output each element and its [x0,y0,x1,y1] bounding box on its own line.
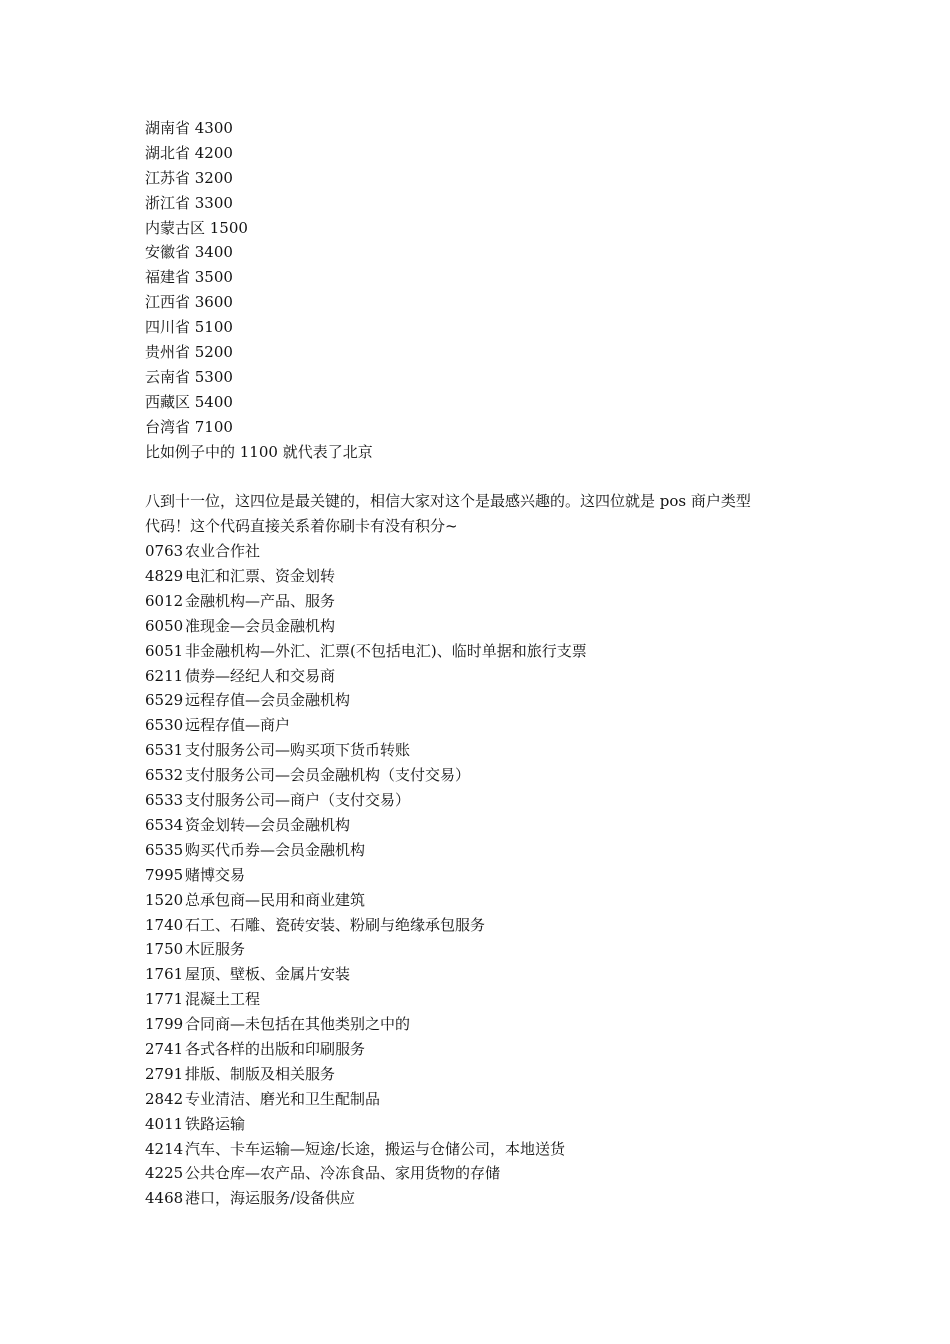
merchant-code: 1520 [145,890,184,909]
merchant-description: 支付服务公司—购买项下货币转账 [185,741,411,760]
merchant-code: 1750 [145,940,184,959]
merchant-code: 6529 [145,691,184,710]
province-line: 四川省 5100 [145,318,233,337]
merchant-code-row [145,713,825,738]
merchant-description: 石工、石雕、瓷砖安装、粉刷与绝缘承包服务 [185,915,486,934]
province-line: 台湾省 7100 [145,417,233,436]
province-line: 福建省 3500 [145,268,233,287]
merchant-description: 港口，海运服务/设备供应 [185,1189,356,1208]
merchant-description: 各式各样的出版和印刷服务 [185,1039,366,1058]
document-page [145,116,825,1211]
merchant-code-row [145,1161,825,1186]
merchant-code: 6531 [145,741,184,760]
intro-paragraph-line-1: 八到十一位，这四位是最关键的，相信大家对这个是最感兴趣的。这四位就是 pos 商户类型 [145,492,751,511]
intro-paragraph-line-2: 代码！这个代码直接关系着你刷卡有没有积分~ [145,517,458,536]
merchant-description: 电汇和汇票、资金划转 [185,567,336,586]
merchant-description: 债券—经纪人和交易商 [185,666,336,685]
merchant-description: 屋顶、壁板、金属片安装 [185,965,351,984]
merchant-description: 木匠服务 [185,940,246,959]
merchant-code: 2791 [145,1064,184,1083]
merchant-code: 6534 [145,815,184,834]
merchant-description: 铁路运输 [185,1114,246,1133]
merchant-code: 4011 [145,1114,184,1133]
merchant-description: 混凝土工程 [185,990,261,1009]
merchant-code-row [145,788,825,813]
merchant-code: 4829 [145,567,184,586]
merchant-code: 2741 [145,1039,184,1058]
merchant-description: 购买代币券—会员金融机构 [185,840,366,859]
merchant-description: 专业清洁、磨光和卫生配制品 [185,1089,381,1108]
province-line: 湖南省 4300 [145,119,233,137]
merchant-description: 准现金—会员金融机构 [185,616,336,635]
province-list [145,116,825,440]
merchant-code-row [145,1087,825,1112]
merchant-code: 1740 [145,915,184,934]
merchant-code-row [145,738,825,763]
merchant-code-row [145,888,825,913]
province-line: 江苏省 3200 [145,168,233,187]
merchant-code: 6012 [145,591,184,610]
merchant-code-row [145,688,825,713]
merchant-code: 4468 [145,1189,184,1208]
merchant-code-row [145,763,825,788]
merchant-code: 7995 [145,865,184,884]
merchant-code-row [145,962,825,987]
paragraph-gap [145,464,825,489]
merchant-code-row [145,1037,825,1062]
province-line: 内蒙古区 1500 [145,218,248,237]
merchant-code-row [145,1062,825,1087]
merchant-description: 非金融机构—外汇、汇票(不包括电汇)、临时单据和旅行支票 [185,641,587,660]
merchant-code: 4214 [145,1139,184,1158]
merchant-description: 赌博交易 [185,865,246,884]
merchant-description: 农业合作社 [185,542,261,561]
merchant-description: 远程存值—会员金融机构 [185,691,351,710]
merchant-description: 合同商—未包括在其他类别之中的 [185,1015,411,1034]
merchant-code-row [145,639,825,664]
merchant-code: 6211 [145,666,184,685]
merchant-code-row [145,664,825,689]
example-note: 比如例子中的 1100 就代表了北京 [145,442,373,461]
province-line: 湖北省 4200 [145,143,233,162]
merchant-code-row [145,1186,825,1211]
merchant-description: 支付服务公司—商户（支付交易） [185,791,411,810]
province-line: 安徽省 3400 [145,243,233,262]
merchant-code: 0763 [145,542,184,561]
province-line: 浙江省 3300 [145,193,233,212]
merchant-code-row [145,813,825,838]
merchant-description: 公共仓库—农产品、冷冻食品、家用货物的存储 [185,1164,501,1183]
province-line: 云南省 5300 [145,367,233,386]
merchant-description: 汽车、卡车运输—短途/长途，搬运与仓储公司，本地送货 [185,1139,566,1158]
merchant-code-row [145,838,825,863]
merchant-code: 6051 [145,641,184,660]
province-line: 贵州省 5200 [145,343,233,362]
merchant-code-list [145,539,825,1211]
merchant-code-row [145,937,825,962]
merchant-code: 1771 [145,990,184,1009]
merchant-code-row [145,539,825,564]
merchant-code-row [145,987,825,1012]
merchant-code-row [145,1012,825,1037]
merchant-code-row [145,589,825,614]
merchant-code: 2842 [145,1089,184,1108]
merchant-code-row [145,863,825,888]
merchant-code: 6050 [145,616,184,635]
merchant-code: 6530 [145,716,184,735]
merchant-code: 6532 [145,766,184,785]
merchant-description: 资金划转—会员金融机构 [185,815,351,834]
merchant-description: 总承包商—民用和商业建筑 [185,890,366,909]
merchant-code-row [145,1112,825,1137]
merchant-code-row [145,913,825,938]
merchant-code-row [145,564,825,589]
merchant-code: 6535 [145,840,184,859]
merchant-code: 1761 [145,965,184,984]
merchant-description: 支付服务公司—会员金融机构（支付交易） [185,766,471,785]
merchant-code: 4225 [145,1164,184,1183]
merchant-code: 1799 [145,1015,184,1034]
merchant-description: 排版、制版及相关服务 [185,1064,336,1083]
merchant-description: 远程存值—商户 [185,716,291,735]
province-line: 西藏区 5400 [145,392,233,411]
province-line: 江西省 3600 [145,293,233,312]
merchant-code: 6533 [145,791,184,810]
merchant-code-row [145,1137,825,1162]
merchant-description: 金融机构—产品、服务 [185,591,336,610]
merchant-code-row [145,614,825,639]
